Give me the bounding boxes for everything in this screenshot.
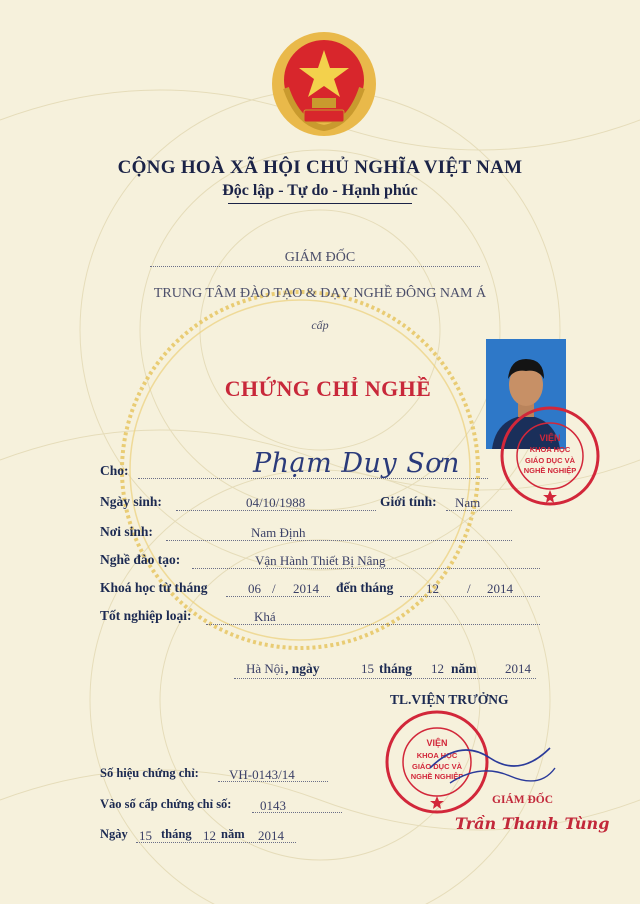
- photo-seal-stamp: [498, 404, 602, 508]
- signatory-on-behalf: TL.VIỆN TRƯỞNG: [390, 692, 509, 707]
- date-dotted-line: [234, 678, 536, 679]
- gender-value: Nam: [455, 495, 481, 510]
- birthplace-dotted-line: [166, 540, 512, 541]
- issuer-role: GIÁM ĐỐC: [284, 250, 356, 265]
- course-to-year: 2014: [487, 581, 513, 596]
- issue-date-dotted-line: [136, 842, 296, 843]
- country-name: CỘNG HOÀ XÃ HỘI CHỦ NGHĨA VIỆT NAM: [117, 157, 523, 178]
- book-number-value: 0143: [260, 798, 286, 813]
- issue-year: 2014: [258, 828, 284, 843]
- motto-underline: [228, 203, 412, 204]
- course-from-month: 06: [248, 581, 261, 596]
- date-place: Hà Nội: [246, 661, 284, 676]
- national-emblem-icon: [268, 28, 380, 140]
- main-stamp-line-3: GIÁO DỤC VÀ: [411, 762, 463, 771]
- course-from-year: 2014: [293, 581, 319, 596]
- stamp-line-2: KHOA HỌC: [529, 445, 571, 454]
- issue-month: 12: [203, 828, 216, 843]
- stamp-line-1: VIỆN: [539, 433, 561, 443]
- date-month-label: tháng: [379, 661, 413, 676]
- signatory-name: Trần Thanh Tùng: [455, 814, 610, 833]
- course-from-separator: /: [272, 581, 276, 596]
- main-stamp-line-2: KHOA HỌC: [416, 751, 458, 760]
- signature-scribble-icon: [420, 728, 560, 798]
- holder-name: Phạm Duy Sơn: [253, 448, 460, 479]
- course-label: Khoá học từ tháng: [100, 580, 208, 595]
- birthplace-label: Nơi sinh:: [100, 524, 153, 539]
- trade-value: Vận Hành Thiết Bị Nâng: [255, 553, 386, 568]
- date-day: 15: [361, 661, 374, 676]
- grants-word: cấp: [311, 318, 329, 332]
- stamp-line-3: GIÁO DỤC VÀ: [524, 456, 576, 465]
- issue-day-label: Ngày: [100, 827, 128, 841]
- course-to-month: 12: [426, 581, 439, 596]
- grade-value: Khá: [254, 609, 276, 624]
- stamp-line-4: NGHỀ NGHIỆP: [523, 466, 577, 475]
- grade-label: Tốt nghiệp loại:: [100, 608, 192, 623]
- issue-day: 15: [139, 828, 152, 843]
- name-label: Cho:: [100, 463, 129, 478]
- course-to-separator: /: [467, 581, 471, 596]
- trade-label: Nghề đào tạo:: [100, 552, 181, 567]
- dob-label: Ngày sinh:: [100, 494, 162, 509]
- book-number-label: Vào số cấp chứng chỉ số:: [100, 797, 232, 811]
- gender-label: Giới tính:: [380, 494, 437, 509]
- certificate-title: CHỨNG CHỈ NGHỀ: [224, 376, 432, 401]
- cert-number-label: Số hiệu chứng chỉ:: [100, 766, 199, 780]
- national-motto: Độc lập - Tự do - Hạnh phúc: [222, 182, 418, 199]
- main-stamp-line-4: NGHỀ NGHIỆP: [410, 772, 464, 781]
- issue-month-label: tháng: [161, 827, 192, 841]
- cert-number-value: VH-0143/14: [229, 767, 295, 782]
- date-year-label: năm: [451, 661, 477, 676]
- date-month: 12: [431, 661, 444, 676]
- date-year: 2014: [505, 661, 531, 676]
- main-stamp-line-1: VIỆN: [426, 738, 448, 748]
- signatory-position: GIÁM ĐỐC: [492, 794, 554, 806]
- date-day-label: , ngày: [285, 661, 320, 676]
- birthplace-value: Nam Định: [251, 525, 306, 540]
- issuer-center: TRUNG TÂM ĐÀO TẠO & DẠY NGHỀ ĐÔNG NAM Á: [153, 286, 487, 301]
- issuer-dotted-line: [150, 266, 480, 267]
- dob-value: 04/10/1988: [246, 495, 306, 510]
- course-to-label: đến tháng: [336, 580, 394, 595]
- issue-year-label: năm: [221, 827, 245, 841]
